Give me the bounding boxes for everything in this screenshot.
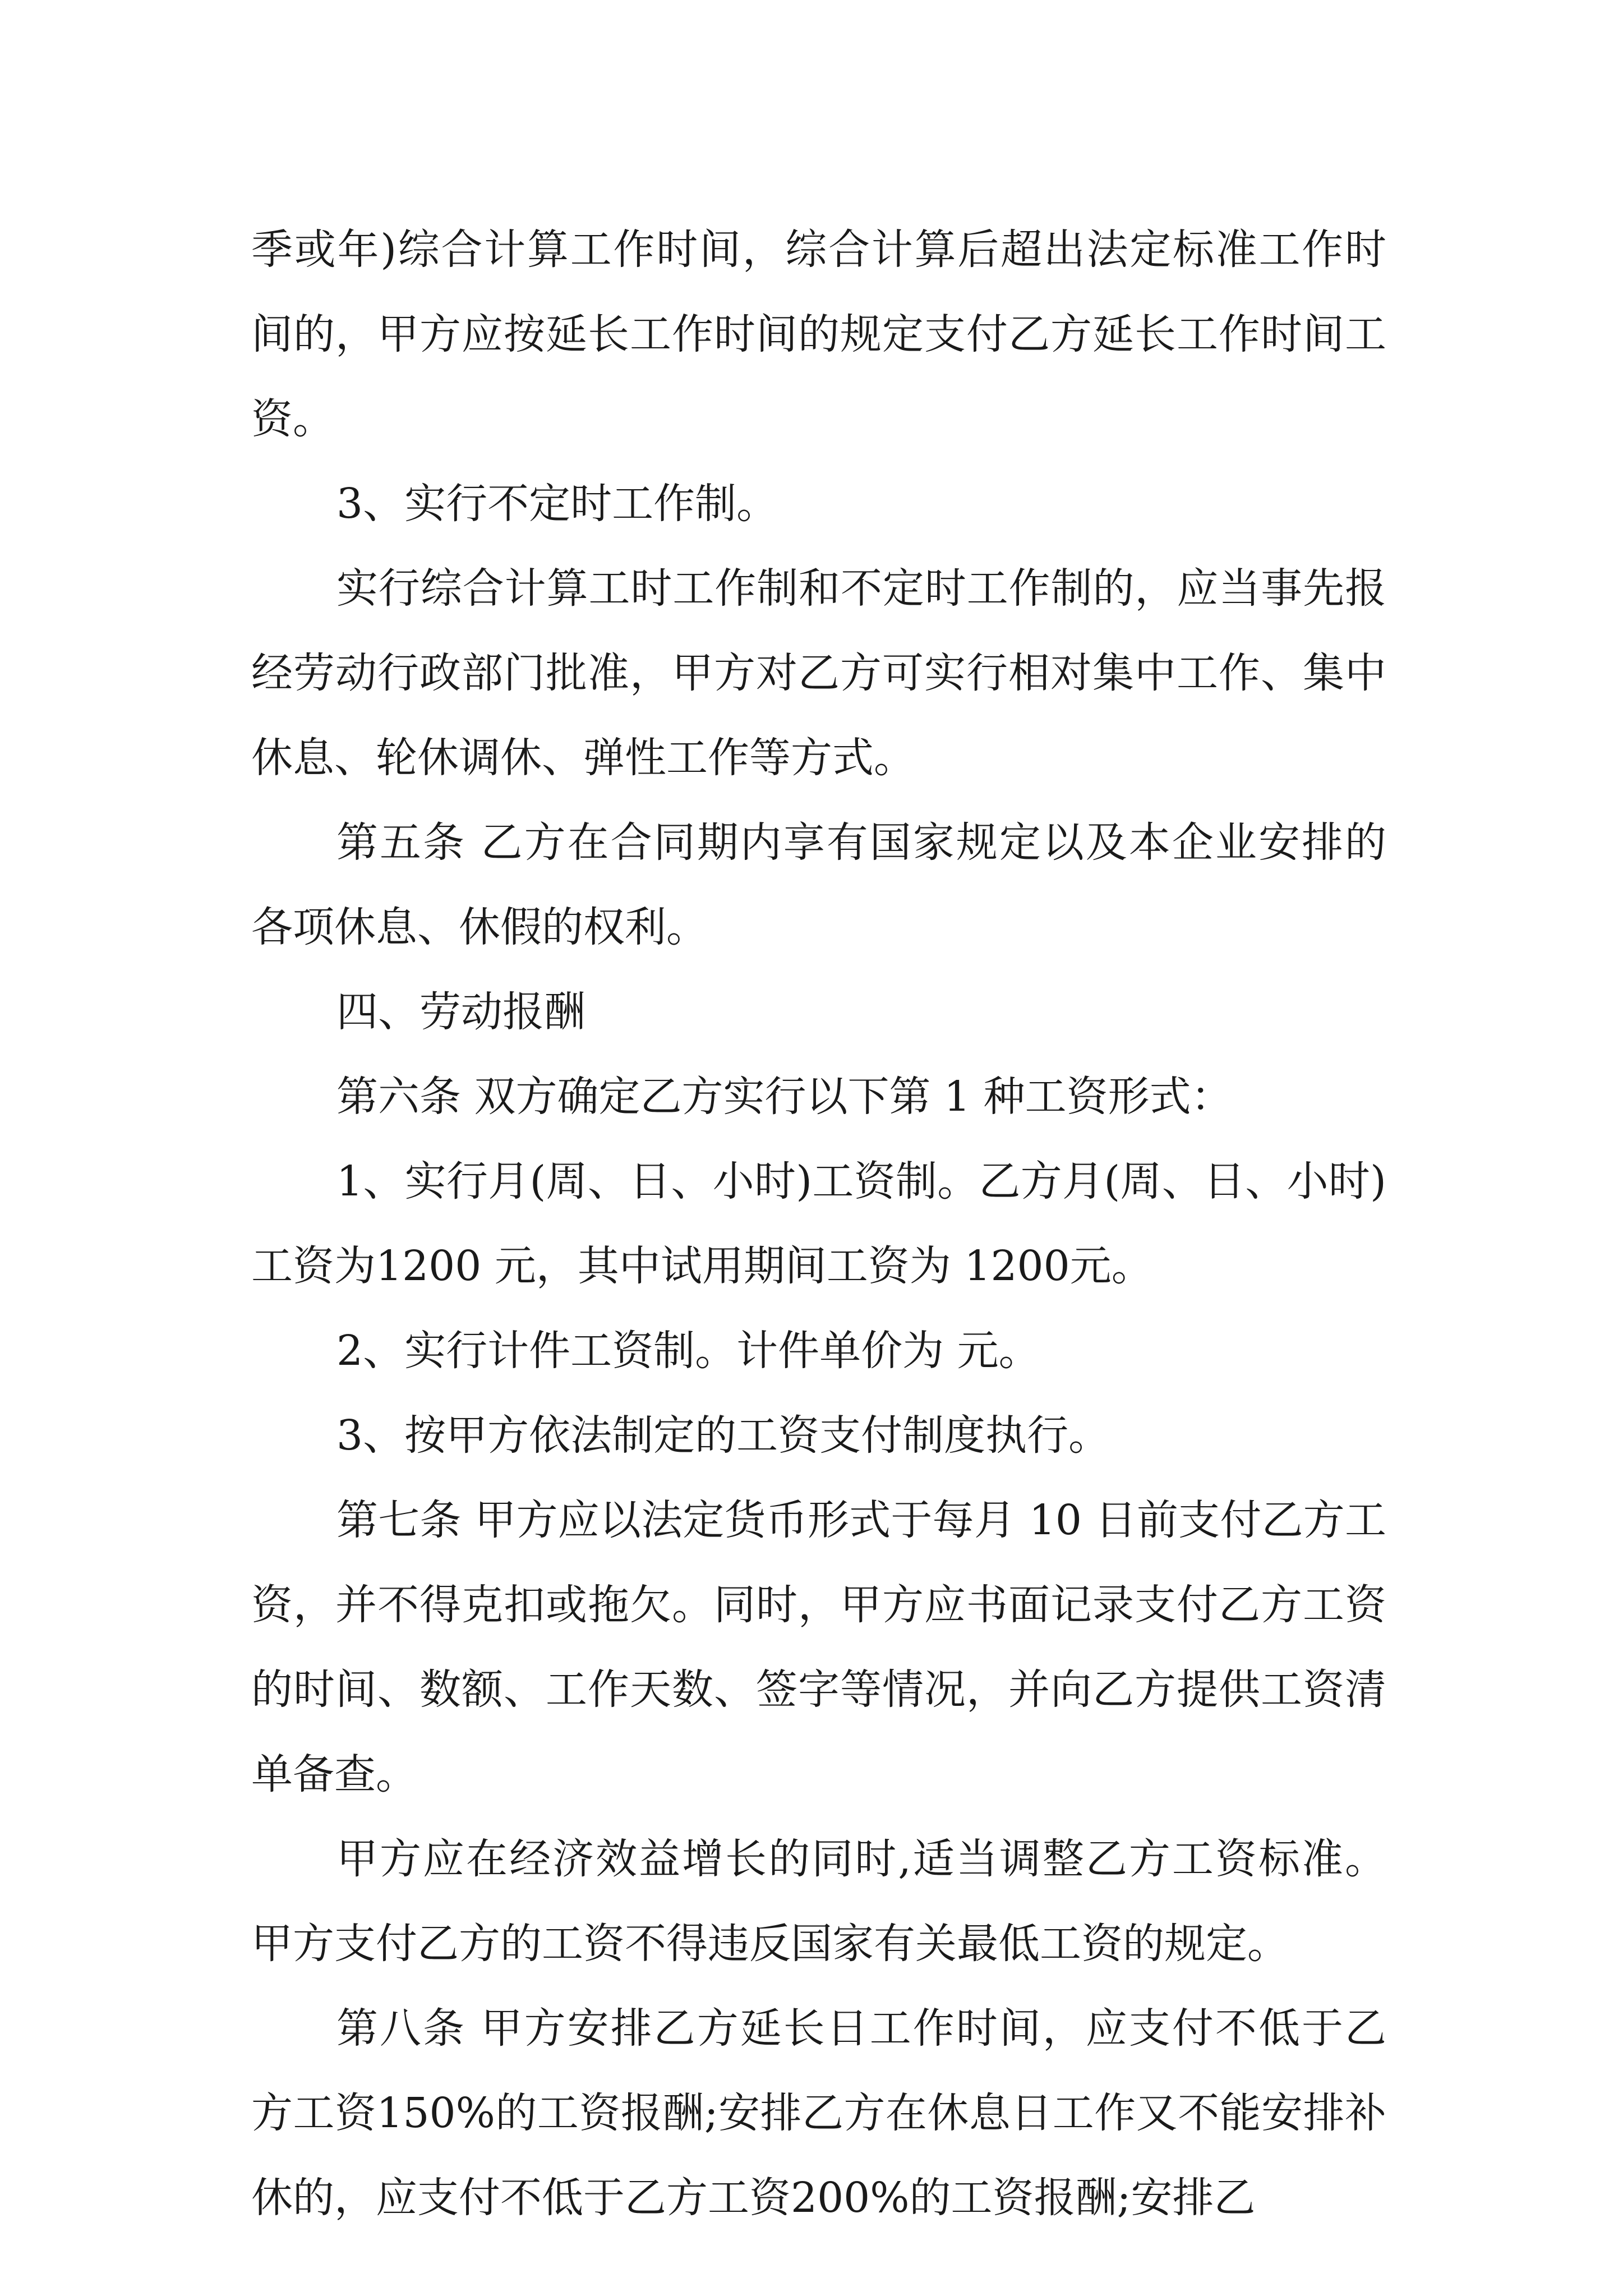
paragraph-7: 1、实行月(周、日、小时)工资制。乙方月(周、日、小时)工资为1200 元，其中试用期间工资为 1200元。 — [251, 1157, 1386, 1290]
paragraph-11: 甲方应在经济效益增长的同时,适当调整乙方工资标准。甲方支付乙方的工资不得违反国家有关最低工资的规定。 — [251, 1835, 1386, 1968]
paragraph-3: 实行综合计算工时工作制和不定时工作制的，应当事先报经劳动行政部门批准，甲方对乙方可实行相对集中工作、集中休息、轮休调休、弹性工作等方式。 — [251, 564, 1386, 782]
paragraph-6: 第六条 双方确定乙方实行以下第 1 种工资形式： — [336, 1073, 1233, 1121]
section-heading-labor-pay: 四、劳动报酬 — [336, 988, 585, 1036]
paragraph-8: 2、实行计件工资制。计件单价为 元。 — [336, 1327, 1040, 1375]
paragraph-2: 3、实行不定时工作制。 — [336, 480, 778, 528]
document-body — [251, 208, 1386, 2240]
paragraph-1: 季或年)综合计算工作时间，综合计算后超出法定标准工作时间的，甲方应按延长工作时间的规定支付乙方延长工作时间工资。 — [251, 226, 1386, 443]
paragraph-4: 第五条 乙方在合同期内享有国家规定以及本企业安排的各项休息、休假的权利。 — [251, 818, 1386, 951]
paragraph-9: 3、按甲方依法制定的工资支付制度执行。 — [336, 1411, 1110, 1460]
paragraph-10: 第七条 甲方应以法定货币形式于每月 10 日前支付乙方工资，并不得克扣或拖欠。同时，甲方应书面记录支付乙方工资的时间、数额、工作天数、签字等情况，并向乙方提供工资清单备查。 — [251, 1496, 1386, 1798]
paragraph-12: 第八条 甲方安排乙方延长日工作时间，应支付不低于乙方工资150%的工资报酬;安排乙方在休息日工作又不能安排补休的，应支付不低于乙方工资200%的工资报酬;安排乙 — [251, 2004, 1386, 2222]
